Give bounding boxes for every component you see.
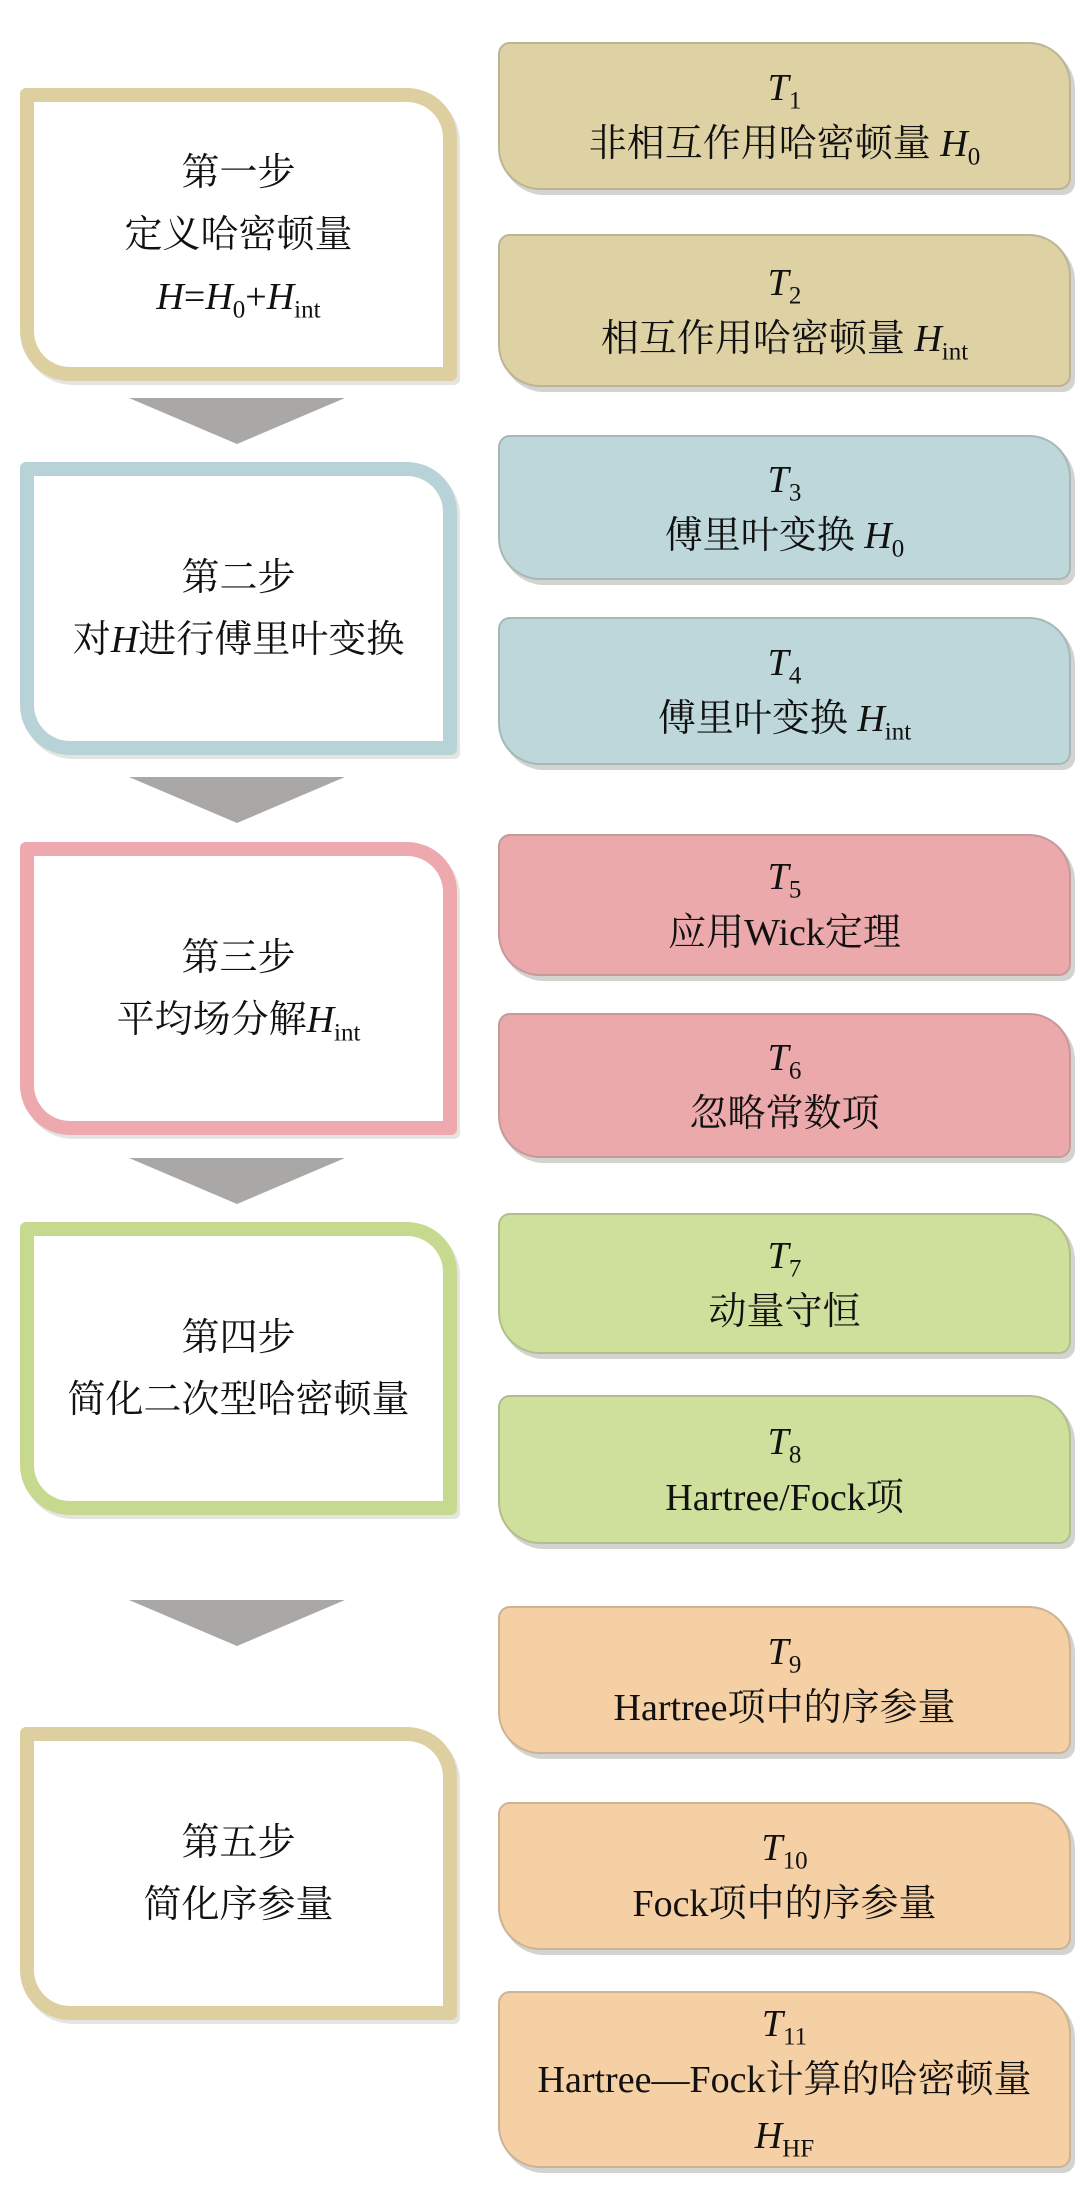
task-text: 忽略常数项 <box>689 1092 880 1135</box>
down-arrow-icon <box>129 1158 345 1204</box>
step-box-5 <box>20 1727 457 2020</box>
task-id: $T_1$ <box>767 67 802 115</box>
step-box-2 <box>20 462 457 755</box>
down-arrow-icon <box>129 777 345 823</box>
step-title: 第一步 <box>181 151 296 194</box>
step-box-4 <box>20 1222 457 1515</box>
task-text: 应用Wick定理 <box>668 912 901 954</box>
step-desc: 简化二次型哈密顿量 <box>67 1378 410 1421</box>
task-id: $T_9$ <box>767 1631 802 1679</box>
task-text: 傅里叶变换 $H_{int}$ <box>657 698 912 746</box>
task-id: $T_5$ <box>767 856 802 904</box>
step-title: 第五步 <box>181 1821 296 1864</box>
task-box-T4 <box>498 617 1071 765</box>
task-text: Fock项中的序参量 <box>632 1883 937 1925</box>
step-title: 第四步 <box>181 1316 296 1359</box>
step-formula: $H=H_0+H_{int}$ <box>156 275 321 324</box>
task-text: 相互作用哈密顿量 $H_{int}$ <box>600 317 969 366</box>
task-box-T2 <box>498 234 1071 387</box>
task-id: $T_4$ <box>767 642 802 690</box>
step-desc: 简化序参量 <box>143 1883 334 1926</box>
task-box-T11 <box>498 1991 1071 2168</box>
task-id: $T_{11}$ <box>761 2002 808 2051</box>
step-desc: 对H进行傅里叶变换 <box>72 618 405 661</box>
task-box-T8 <box>498 1395 1071 1544</box>
task-text: Hartree/Fock项 <box>665 1476 904 1519</box>
task-box-T9 <box>498 1606 1071 1754</box>
task-box-T5 <box>498 834 1071 976</box>
task-id: $T_8$ <box>767 1420 802 1469</box>
step-desc: 平均场分解$H_{int}$ <box>116 998 361 1047</box>
task-box-T6 <box>498 1013 1071 1158</box>
down-arrow-icon <box>129 398 345 444</box>
task-text: 非相互作用哈密顿量 $H_0$ <box>588 123 981 171</box>
step-title: 第三步 <box>181 936 296 979</box>
task-formula: $H_{HF}$ <box>754 2114 815 2163</box>
step-box-3 <box>20 842 457 1135</box>
down-arrow-icon <box>129 1600 345 1646</box>
task-text: 傅里叶变换 $H_0$ <box>664 514 905 563</box>
task-text: 动量守恒 <box>708 1290 861 1333</box>
task-box-T3 <box>498 435 1071 580</box>
task-id: $T_7$ <box>767 1234 802 1283</box>
task-id: $T_{10}$ <box>761 1827 808 1875</box>
task-text: Hartree项中的序参量 <box>613 1687 956 1729</box>
task-id: $T_3$ <box>767 458 802 507</box>
task-id: $T_2$ <box>767 261 802 310</box>
step-title: 第二步 <box>181 556 296 599</box>
step-box-1 <box>20 88 457 381</box>
task-box-T7 <box>498 1213 1071 1354</box>
step-desc: 定义哈密顿量 <box>124 213 353 256</box>
task-box-T10 <box>498 1802 1071 1950</box>
task-id: $T_6$ <box>767 1036 802 1085</box>
task-box-T1 <box>498 42 1071 190</box>
task-text: Hartree—Fock计算的哈密顿量 <box>537 2058 1032 2101</box>
